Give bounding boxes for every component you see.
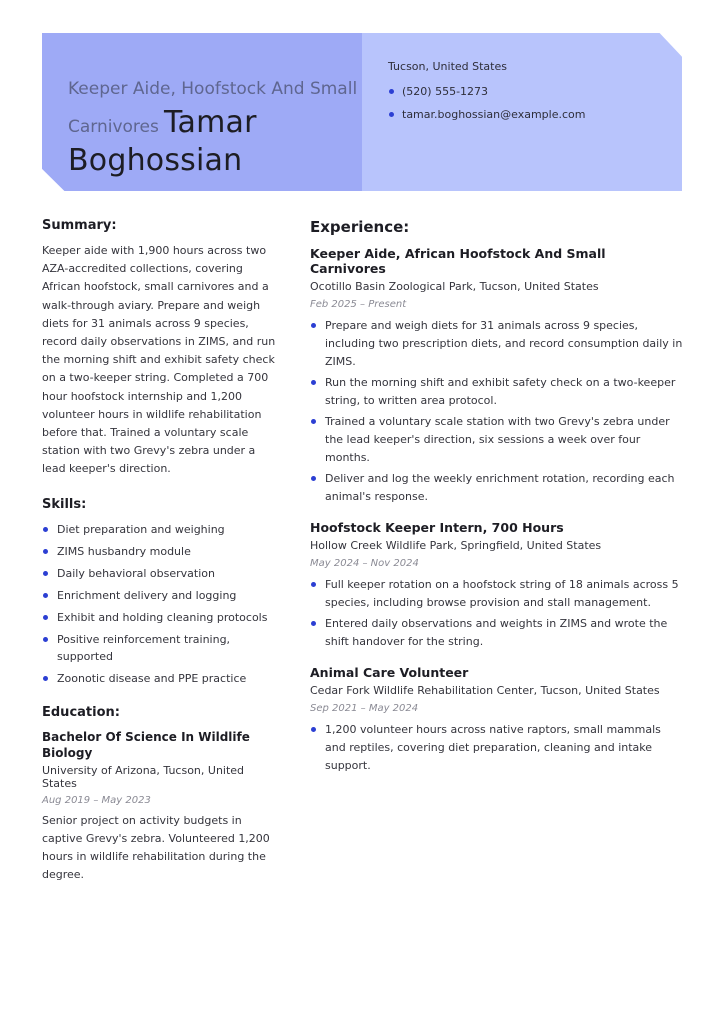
name-block bbox=[68, 72, 358, 182]
skills-list bbox=[42, 521, 280, 687]
person-name: Tamar Boghossian bbox=[68, 105, 257, 178]
job-role: Keeper Aide, African Hoofstock And Small Carnivores bbox=[310, 246, 606, 276]
job-bullets bbox=[310, 317, 684, 506]
education-degree: Bachelor Of Science In Wildlife Biology bbox=[42, 729, 250, 760]
contact-list bbox=[388, 85, 678, 121]
skill-item: Enrichment delivery and logging bbox=[42, 587, 280, 604]
job-bullet: Entered daily observations and weights in ZIMS and wrote the shift handover for the string. bbox=[310, 615, 684, 651]
skills-heading: Skills: bbox=[42, 496, 87, 512]
job-bullet: Deliver and log the weekly enrichment rotation, recording each animal's response. bbox=[310, 470, 684, 506]
skill-item: ZIMS husbandry module bbox=[42, 543, 280, 560]
contact-city: Tucson, United States bbox=[388, 60, 507, 73]
skills-section bbox=[42, 497, 280, 687]
left-column bbox=[42, 218, 280, 902]
education-section bbox=[42, 705, 280, 885]
right-column bbox=[310, 218, 684, 789]
job-bullet: Full keeper rotation on a hoofstock string of 18 animals across 5 species, including browse provision and stall management. bbox=[310, 576, 684, 612]
contact-block bbox=[388, 60, 678, 131]
summary-heading: Summary: bbox=[42, 218, 117, 233]
job-dates: Sep 2021 – May 2024 bbox=[310, 703, 419, 714]
skill-item: Positive reinforcement training, supported bbox=[42, 631, 280, 665]
job-dates: Feb 2025 – Present bbox=[310, 299, 407, 310]
education-heading: Education: bbox=[42, 704, 120, 720]
job-bullets bbox=[310, 576, 684, 651]
education-description: Senior project on activity budgets in captive Grevy's zebra. Volunteered 1,200 hours in wildlife rehabilitation during the degree. bbox=[42, 813, 270, 882]
summary-section bbox=[42, 218, 280, 479]
experience-heading: Experience: bbox=[310, 218, 410, 236]
skill-item: Exhibit and holding cleaning protocols bbox=[42, 609, 280, 626]
job-title: Keeper Aide, Hoofstock And Small Carnivores bbox=[68, 79, 358, 137]
job-bullet: Trained a voluntary scale station with two Grevy's zebra under the lead keeper's direction, six sessions a week over four months. bbox=[310, 413, 684, 467]
skill-item: Diet preparation and weighing bbox=[42, 521, 280, 538]
skill-item: Daily behavioral observation bbox=[42, 565, 280, 582]
job-organization: Ocotillo Basin Zoological Park, Tucson, United States bbox=[310, 280, 599, 293]
job-entry bbox=[310, 246, 684, 506]
job-bullets bbox=[310, 721, 684, 775]
job-dates: May 2024 – Nov 2024 bbox=[310, 558, 419, 569]
job-role: Hoofstock Keeper Intern, 700 Hours bbox=[310, 520, 564, 535]
skill-item: Zoonotic disease and PPE practice bbox=[42, 670, 280, 687]
job-organization: Hollow Creek Wildlife Park, Springfield, United States bbox=[310, 539, 602, 552]
education-school: University of Arizona, Tucson, United States bbox=[42, 763, 245, 790]
job-organization: Cedar Fork Wildlife Rehabilitation Center, Tucson, United States bbox=[310, 684, 660, 697]
job-bullet: Prepare and weigh diets for 31 animals across 9 species, including two prescription diets, and record consumption daily in ZIMS. bbox=[310, 317, 684, 371]
education-dates: Aug 2019 – May 2023 bbox=[42, 794, 151, 806]
job-entry bbox=[310, 665, 684, 775]
job-entry bbox=[310, 520, 684, 651]
summary-text: Keeper aide with 1,900 hours across two AZA-accredited collections, covering African hoofstock, small carnivores and a walk-through aviary. Prepare and weigh diets for 31 animals across 9 species, record daily observations in ZIMS, and run the morning shift and exhibit safety check on a two-keeper string. Completed a 700 hour hoofstock internship and 1,200 volunteer hours in wildlife rehabilitation before that. Trained a voluntary scale station with two Grevy's zebra under a lead keeper's direction. bbox=[42, 244, 276, 476]
job-bullet: 1,200 volunteer hours across native raptors, small mammals and reptiles, covering diet preparation, cleaning and intake support. bbox=[310, 721, 684, 775]
contact-email: tamar.boghossian@example.com bbox=[388, 108, 678, 121]
contact-phone: (520) 555-1273 bbox=[388, 85, 678, 98]
job-role: Animal Care Volunteer bbox=[310, 665, 469, 680]
job-bullet: Run the morning shift and exhibit safety check on a two-keeper string, to written area protocol. bbox=[310, 374, 684, 410]
